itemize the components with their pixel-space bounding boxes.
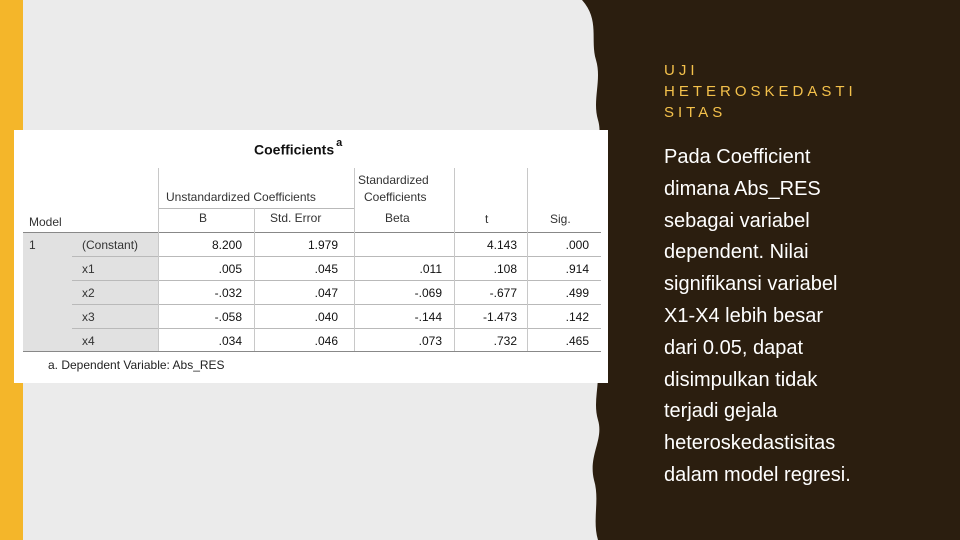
cell-t: 4.143 [486,238,517,252]
cell-sig: .914 [565,262,589,276]
row-variable: (Constant) [82,238,139,252]
body-line: terjadi gejala [664,400,778,423]
divider [23,232,601,233]
cell-t: .108 [493,262,517,276]
header-t: t [485,212,489,226]
cell-sig: .142 [565,310,589,324]
body-line: X1-X4 lebih besar [664,304,823,327]
divider [158,168,159,351]
header-beta: Beta [385,211,410,225]
row-variable: x4 [82,334,95,348]
divider [72,304,601,305]
row-variable: x1 [82,262,95,276]
cell-beta: -.144 [414,310,442,324]
cell-beta: .073 [418,334,442,348]
header-b: B [199,211,208,225]
cell-t: -1.473 [482,310,517,324]
divider [23,351,601,352]
cell-sig: .465 [565,334,589,348]
cell-b: -.058 [214,310,242,324]
title-line-2: HETEROSKEDASTI [664,83,857,100]
body-line: dalam model regresi. [664,463,851,486]
body-line: signifikansi variabel [664,273,838,296]
cell-beta: .011 [419,262,442,276]
cell-sig: .499 [565,286,589,300]
body-line: dependent. Nilai [664,241,809,264]
cell-b: -.032 [214,286,242,300]
slide-title [664,60,924,123]
cell-se: .047 [314,286,338,300]
cell-b: 8.200 [211,238,242,252]
table-title-text: Coefficients [254,141,335,158]
cell-t: .732 [493,334,517,348]
header-standardized-1: Standardized [358,173,429,187]
cell-se: .040 [314,310,338,324]
model-number: 1 [29,238,36,252]
divider [354,168,355,351]
cell-se: .045 [314,262,338,276]
body-line: disimpulkan tidak [664,368,818,391]
divider [72,328,601,329]
header-model: Model [29,215,62,229]
header-sig: Sig. [550,212,571,226]
body-line: dimana Abs_RES [664,177,821,200]
table-footnote: a. Dependent Variable: Abs_RES [48,358,225,372]
table-title-sup: a [336,137,343,149]
divider [72,280,601,281]
cell-b: .034 [218,334,242,348]
cell-se: .046 [314,334,338,348]
header-std-error: Std. Error [270,211,322,225]
title-line-1: UJI [664,62,699,79]
body-line: dari 0.05, dapat [664,336,803,359]
divider [527,168,528,351]
divider [254,208,255,351]
slide-body-text [664,142,924,492]
body-line: sebagai variabel [664,209,810,232]
cell-b: .005 [218,262,242,276]
body-line: heteroskedastisitas [664,432,836,455]
header-unstandardized: Unstandardized Coefficients [166,190,316,204]
divider [158,208,354,209]
table-title [254,137,343,158]
cell-t: -.677 [489,286,517,300]
divider [454,168,455,351]
row-variable: x3 [82,310,95,324]
body-line: Pada Coefficient [664,146,811,168]
header-standardized-2: Coefficients [364,190,427,204]
row-variable: x2 [82,286,95,300]
divider [72,256,601,257]
title-line-3: SITAS [664,104,727,121]
cell-beta: -.069 [414,286,442,300]
cell-sig: .000 [565,238,589,252]
cell-se: 1.979 [307,238,338,252]
